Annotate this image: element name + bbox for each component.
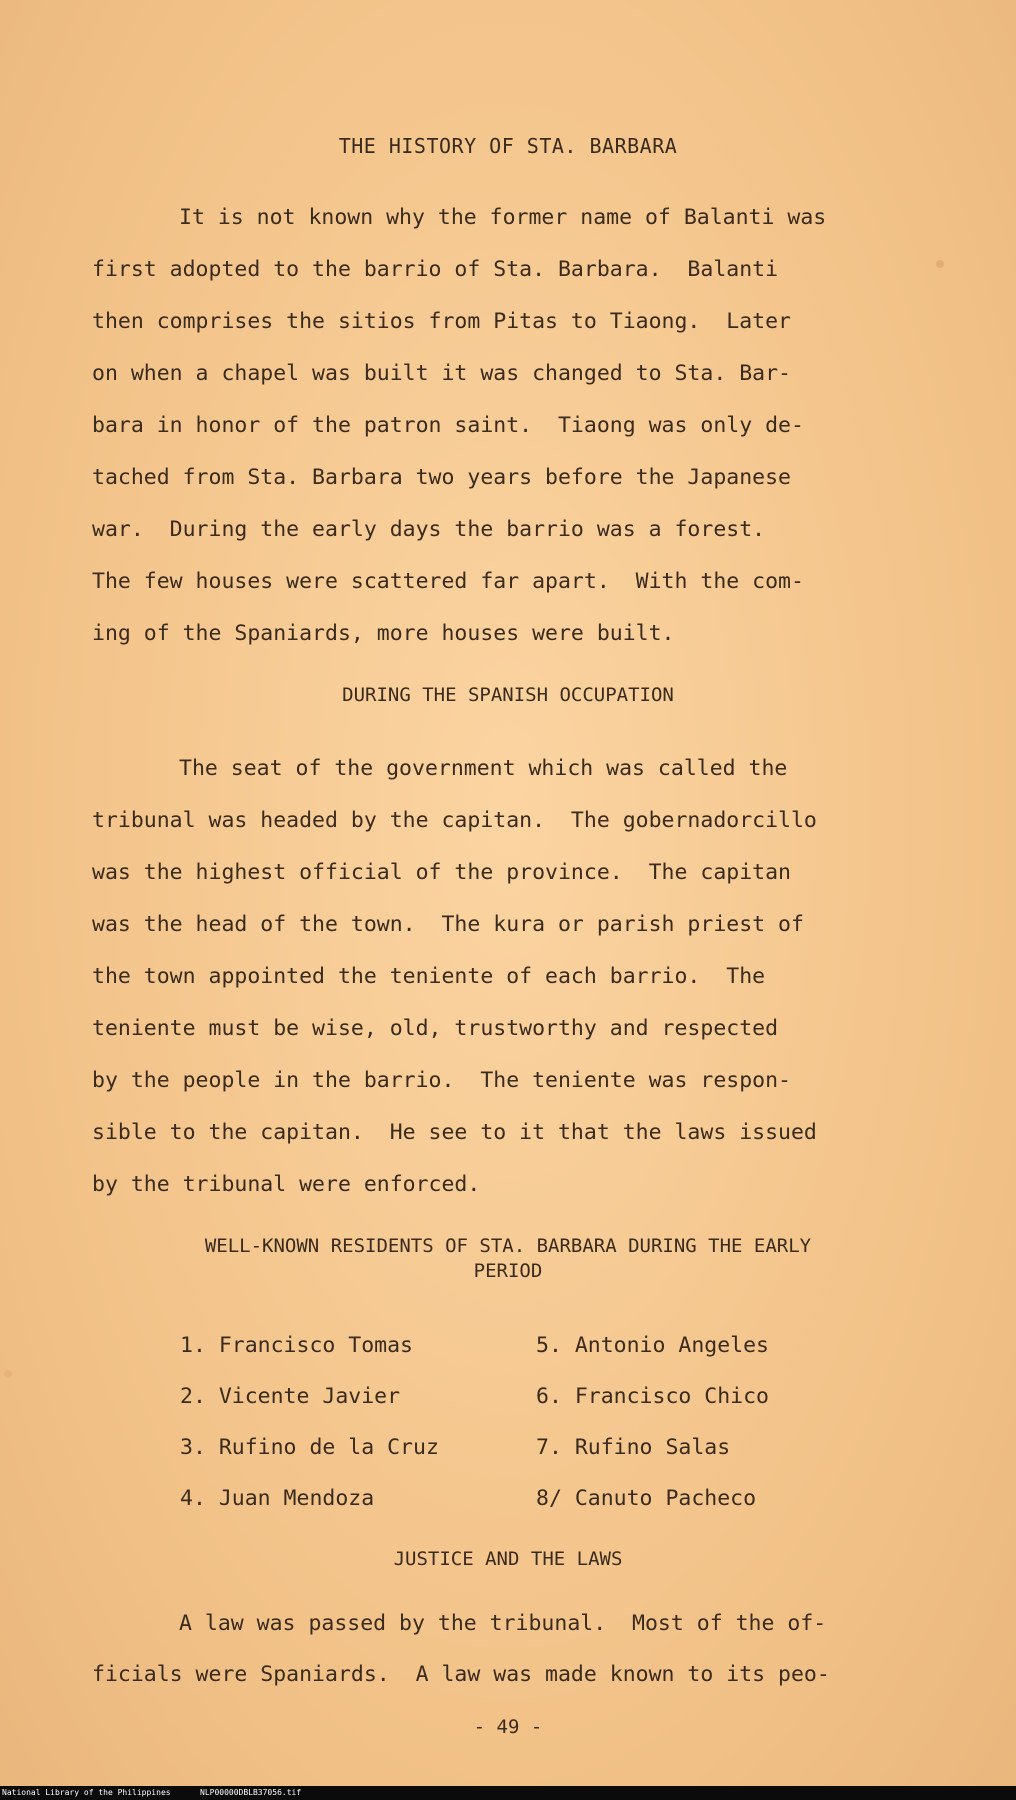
scan-footer-bar: [0, 1786, 1016, 1800]
stain-mark: [936, 260, 944, 268]
section-heading: WELL-KNOWN RESIDENTS OF STA. BARBARA DURING THE EARLY: [204, 1235, 812, 1257]
paragraph-line: by the people in the barrio. The teniente was respon-: [92, 1068, 791, 1093]
paragraph-line: bara in honor of the patron saint. Tiaong was only de-: [92, 413, 804, 438]
paragraph-line: It is not known why the former name of Balanti was: [179, 205, 827, 230]
paragraph-line: was the head of the town. The kura or parish priest of: [92, 912, 804, 937]
footer-institution: National Library of the Philippines: [2, 1788, 171, 1797]
paragraph-line: ficials were Spaniards. A law was made known to its peo-: [92, 1662, 830, 1687]
resident-list-item: 4. Juan Mendoza: [180, 1486, 375, 1511]
paragraph-line: was the highest official of the province. The capitan: [92, 860, 791, 885]
paragraph-line: the town appointed the teniente of each barrio. The: [92, 964, 766, 989]
page-number: - 49 -: [473, 1716, 543, 1738]
resident-list-item: 3. Rufino de la Cruz: [180, 1435, 439, 1460]
resident-list-item: 2. Vicente Javier: [180, 1384, 401, 1409]
paragraph-line: tached from Sta. Barbara two years before the Japanese: [92, 465, 791, 490]
section-heading: DURING THE SPANISH OCCUPATION: [342, 684, 674, 706]
stain-mark: [4, 1370, 12, 1378]
paragraph-line: then comprises the sitios from Pitas to Tiaong. Later: [92, 309, 791, 334]
paragraph-line: on when a chapel was built it was changed to Sta. Bar-: [92, 361, 791, 386]
paragraph-line: tribunal was headed by the capitan. The gobernadorcillo: [92, 808, 817, 833]
paragraph-line: by the tribunal were enforced.: [92, 1172, 481, 1197]
paragraph-line: sible to the capitan. He see to it that the laws issued: [92, 1120, 817, 1145]
paragraph-line: teniente must be wise, old, trustworthy and respected: [92, 1016, 779, 1041]
section-heading: PERIOD: [473, 1260, 543, 1282]
footer-file-name: NLP00000DBLB37056.tif: [200, 1788, 302, 1797]
paragraph-line: first adopted to the barrio of Sta. Barbara. Balanti: [92, 257, 779, 282]
paragraph-line: war. During the early days the barrio was a forest.: [92, 517, 766, 542]
paragraph-line: A law was passed by the tribunal. Most of the of-: [179, 1611, 827, 1636]
resident-list-item: 8/ Canuto Pacheco: [536, 1486, 757, 1511]
document-title: THE HISTORY OF STA. BARBARA: [338, 134, 678, 158]
resident-list-item: 5. Antonio Angeles: [536, 1333, 769, 1358]
resident-list-item: 1. Francisco Tomas: [180, 1333, 413, 1358]
paragraph-line: ing of the Spaniards, more houses were built.: [92, 621, 675, 646]
resident-list-item: 6. Francisco Chico: [536, 1384, 769, 1409]
paragraph-line: The seat of the government which was called the: [179, 756, 788, 781]
paragraph-line: The few houses were scattered far apart. With the com-: [92, 569, 804, 594]
section-heading: JUSTICE AND THE LAWS: [393, 1548, 623, 1570]
resident-list-item: 7. Rufino Salas: [536, 1435, 731, 1460]
